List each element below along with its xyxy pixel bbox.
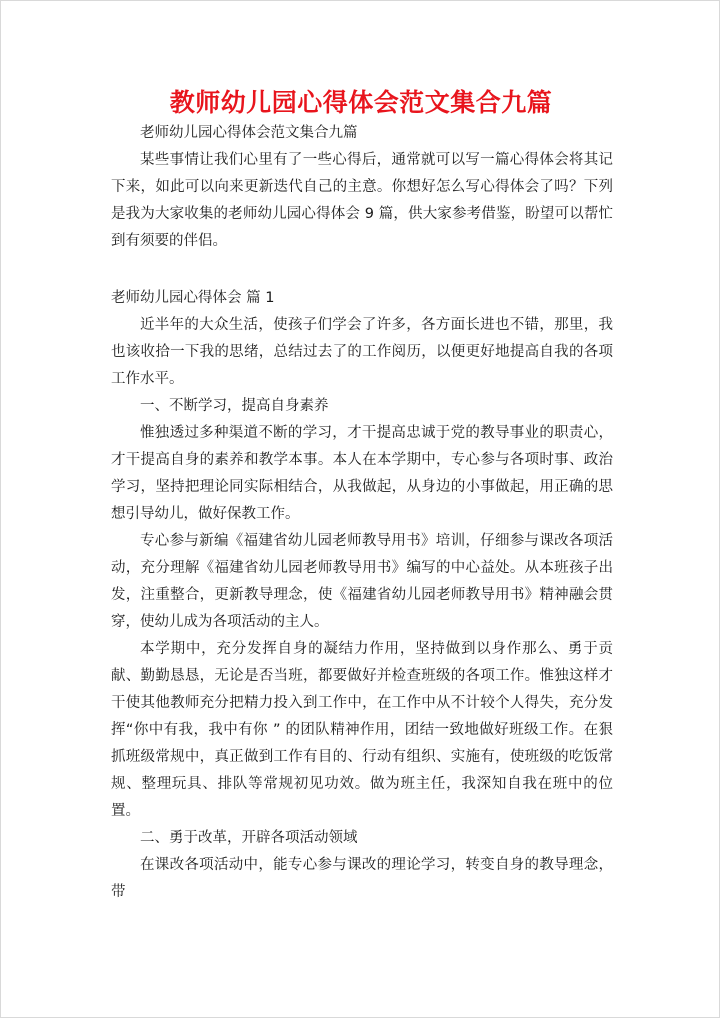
- body-paragraph: 在课改各项活动中，能专心参与课改的理论学习，转变自身的教导理念，带: [111, 857, 613, 900]
- subheading-1: 一、不断学习，提高自身素养: [140, 398, 329, 414]
- document-body: [111, 120, 613, 906]
- paragraph-spacer: [111, 255, 613, 285]
- body-paragraph: 近半年的大众生活，使孩子们学会了许多，各方面长进也不错，那里，我也该收拾一下我的思绪，总结过去了的工作阅历，以便更好地提高自我的各项工作水平。: [111, 317, 613, 387]
- intro-paragraph: 某些事情让我们心里有了一些心得后，通常就可以写一篇心得体会将其记下来，如此可以向来更新迭代自己的主意。你想好怎么写心得体会了吗？下列是我为大家收集的老师幼儿园心得体会 9 篇，供大家参考借鉴，盼望可以帮忙到有须要的伴侣。: [111, 152, 613, 249]
- document-subtitle: 老师幼儿园心得体会范文集合九篇: [140, 125, 358, 141]
- document-title: 教师幼儿园心得体会范文集合九篇: [169, 88, 553, 117]
- body-paragraph: 专心参与新编《福建省幼儿园老师教导用书》培训，仔细参与课改各项活动，充分理解《福建省幼儿园老师教导用书》编写的中心益处。从本班孩子出发，注重整合，更新教导理念，使《福建省幼儿园老师教导用书》精神融会贯穿，使幼儿成为各项活动的主人。: [111, 533, 613, 630]
- body-paragraph: 惟独透过多种渠道不断的学习，才干提高忠诚于党的教导事业的职责心，才干提高自身的素养和教学本事。本人在本学期中，专心参与各项时事、政治学习，坚持把理论同实际相结合，从我做起，从身边的小事做起，用正确的思想引导幼儿，做好保教工作。: [111, 425, 613, 522]
- subheading-2: 二、勇于改革，开辟各项活动领域: [140, 830, 358, 846]
- body-paragraph: 本学期中，充分发挥自身的凝结力作用，坚持做到以身作那么、勇于贡献、勤勤恳恳，无论是否当班，都要做好并检查班级的各项工作。惟独这样才干使其他教师充分把精力投入到工作中，在工作中从不计较个人得失，充分发挥“你中有我，我中有你 ” 的团队精神作用，团结一致地做好班级工作。在狠抓班级常规中，真正做到工作有目的、行动有组织、实施有，使班级的吃饭常规、整理玩具、排队等常规初见功效。做为班主任，我深知自我在班中的位置。: [111, 641, 613, 819]
- section-heading: 老师幼儿园心得体会 篇 1: [111, 290, 275, 306]
